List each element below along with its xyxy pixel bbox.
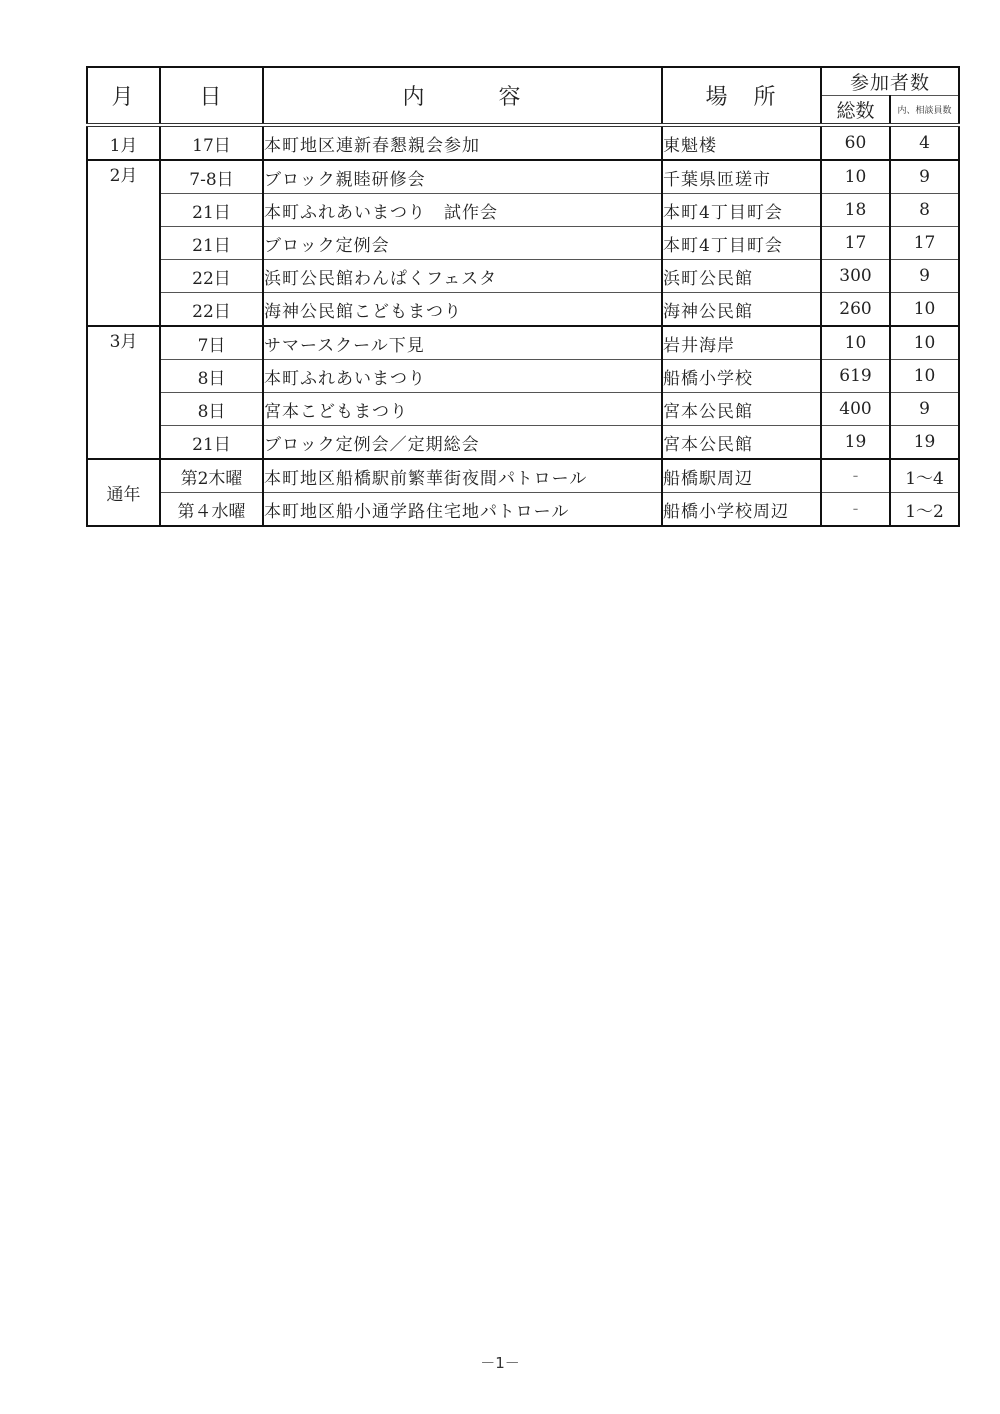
- table-row: [87, 459, 959, 493]
- total-cell: 17: [821, 227, 890, 260]
- table-row: [87, 293, 959, 327]
- header-participants: 参加者数: [821, 67, 959, 96]
- table-row: [87, 260, 959, 293]
- place-cell: 本町4丁目町会: [662, 227, 821, 260]
- content-cell: 浜町公民館わんぱくフェスタ: [263, 260, 662, 293]
- day-cell: 22日: [160, 293, 263, 327]
- content-cell: 宮本こどもまつり: [263, 393, 662, 426]
- header-day: 日: [160, 67, 263, 125]
- header-content: 内 容: [263, 67, 662, 125]
- counselors-cell: 9: [890, 260, 959, 293]
- content-cell: サマースクール下見: [263, 326, 662, 360]
- counselors-cell: 8: [890, 194, 959, 227]
- day-cell: 8日: [160, 393, 263, 426]
- day-cell: 21日: [160, 194, 263, 227]
- activity-table: [86, 66, 960, 527]
- day-cell: 21日: [160, 426, 263, 460]
- table-row: [87, 426, 959, 460]
- total-cell: 60: [821, 125, 890, 160]
- table-row: [87, 393, 959, 426]
- day-cell: 21日: [160, 227, 263, 260]
- day-cell: 第４水曜: [160, 493, 263, 527]
- counselors-cell: 9: [890, 160, 959, 194]
- counselors-cell: 4: [890, 125, 959, 160]
- content-cell: 海神公民館こどもまつり: [263, 293, 662, 327]
- table-row: [87, 227, 959, 260]
- content-cell: 本町地区船橋駅前繁華街夜間パトロール: [263, 459, 662, 493]
- total-cell: 10: [821, 160, 890, 194]
- month-cell: 3月: [87, 326, 160, 459]
- total-cell: 260: [821, 293, 890, 327]
- total-cell: -: [821, 493, 890, 527]
- day-cell: 7-8日: [160, 160, 263, 194]
- header-total: 総数: [821, 96, 890, 126]
- month-cell: 通年: [87, 459, 160, 526]
- month-cell: 2月: [87, 160, 160, 326]
- header-counselors: 内、相談員数: [890, 96, 959, 126]
- table-row: [87, 125, 959, 160]
- total-cell: -: [821, 459, 890, 493]
- day-cell: 7日: [160, 326, 263, 360]
- counselors-cell: 10: [890, 326, 959, 360]
- content-cell: 本町ふれあいまつり: [263, 360, 662, 393]
- place-cell: 宮本公民館: [662, 426, 821, 460]
- day-cell: 17日: [160, 125, 263, 160]
- page-number: －1－: [480, 1354, 520, 1372]
- total-cell: 18: [821, 194, 890, 227]
- counselors-cell: 10: [890, 360, 959, 393]
- place-cell: 宮本公民館: [662, 393, 821, 426]
- place-cell: 本町4丁目町会: [662, 194, 821, 227]
- counselors-cell: 10: [890, 293, 959, 327]
- content-cell: ブロック親睦研修会: [263, 160, 662, 194]
- content-cell: 本町地区連新春懇親会参加: [263, 125, 662, 160]
- table-header: [87, 67, 959, 125]
- content-cell: 本町ふれあいまつり 試作会: [263, 194, 662, 227]
- place-cell: 船橋小学校周辺: [662, 493, 821, 527]
- total-cell: 619: [821, 360, 890, 393]
- place-cell: 海神公民館: [662, 293, 821, 327]
- place-cell: 船橋駅周辺: [662, 459, 821, 493]
- place-cell: 東魁楼: [662, 125, 821, 160]
- day-cell: 8日: [160, 360, 263, 393]
- table-row: [87, 194, 959, 227]
- month-cell: 1月: [87, 125, 160, 160]
- day-cell: 22日: [160, 260, 263, 293]
- content-cell: ブロック定例会／定期総会: [263, 426, 662, 460]
- place-cell: 浜町公民館: [662, 260, 821, 293]
- table-row: [87, 326, 959, 360]
- header-place: 場 所: [662, 67, 821, 125]
- day-cell: 第2木曜: [160, 459, 263, 493]
- total-cell: 400: [821, 393, 890, 426]
- counselors-cell: 19: [890, 426, 959, 460]
- counselors-cell: 1〜2: [890, 493, 959, 527]
- content-cell: ブロック定例会: [263, 227, 662, 260]
- counselors-cell: 9: [890, 393, 959, 426]
- place-cell: 岩井海岸: [662, 326, 821, 360]
- total-cell: 10: [821, 326, 890, 360]
- header-month: 月: [87, 67, 160, 125]
- counselors-cell: 1〜4: [890, 459, 959, 493]
- table-row: [87, 493, 959, 527]
- content-cell: 本町地区船小通学路住宅地パトロール: [263, 493, 662, 527]
- total-cell: 300: [821, 260, 890, 293]
- counselors-cell: 17: [890, 227, 959, 260]
- place-cell: 千葉県匝瑳市: [662, 160, 821, 194]
- total-cell: 19: [821, 426, 890, 460]
- table-row: [87, 160, 959, 194]
- place-cell: 船橋小学校: [662, 360, 821, 393]
- table-body: [87, 125, 959, 526]
- table-row: [87, 360, 959, 393]
